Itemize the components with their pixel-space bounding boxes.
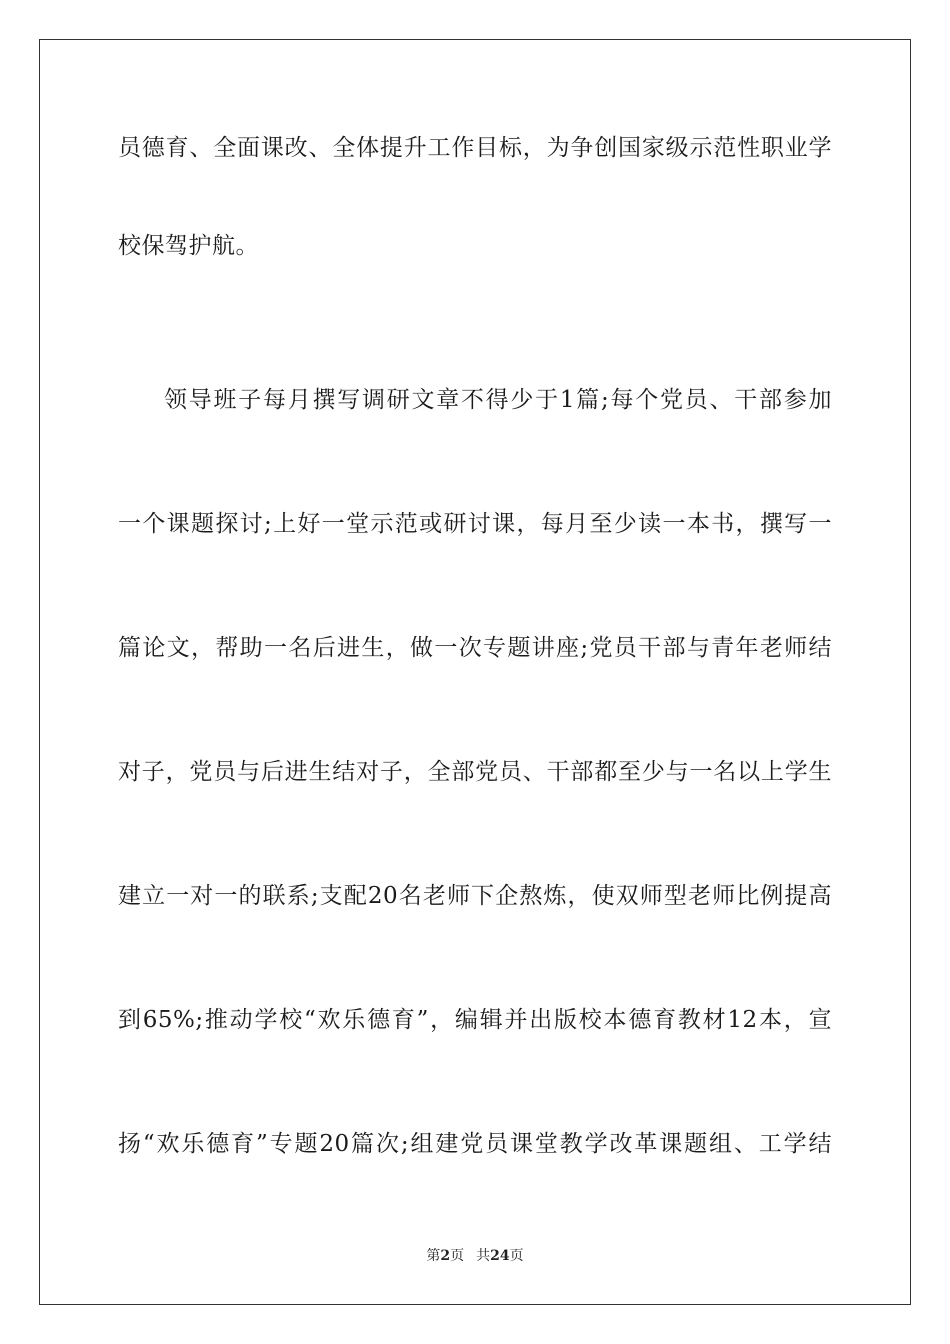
body-line-9: 扬“欢乐德育”专题20篇次;组建党员课堂教学改革课题组、工学结 bbox=[118, 1131, 832, 1157]
footer-page-suffix: 页 bbox=[450, 1248, 465, 1264]
body-line-2: 校保驾护航。 bbox=[118, 233, 259, 259]
page-border bbox=[39, 39, 911, 1305]
body-line-4: 一个课题探讨;上好一堂示范或研讨课，每月至少读一本书，撰写一 bbox=[118, 511, 832, 537]
body-line-8: 到65%;推动学校“欢乐德育”，编辑并出版校本德育教材12本，宣 bbox=[118, 1007, 832, 1033]
page-footer bbox=[0, 1246, 950, 1266]
body-line-5: 篇论文，帮助一名后进生，做一次专题讲座;党员干部与青年老师结 bbox=[118, 635, 832, 661]
footer-total-suffix: 页 bbox=[509, 1248, 524, 1264]
body-line-6: 对子，党员与后进生结对子，全部党员、干部都至少与一名以上学生 bbox=[118, 759, 832, 785]
body-line-7: 建立一对一的联系;支配20名老师下企熬炼，使双师型老师比例提高 bbox=[118, 883, 832, 909]
body-line-3: 领导班子每月撰写调研文章不得少于1篇;每个党员、干部参加 bbox=[164, 387, 832, 413]
footer-page-number: 2 bbox=[440, 1248, 451, 1264]
footer-page-prefix: 第 bbox=[426, 1248, 441, 1264]
footer-total-pages: 24 bbox=[490, 1248, 510, 1264]
body-line-1: 员德育、全面课改、全体提升工作目标，为争创国家级示范性职业学 bbox=[118, 135, 832, 161]
footer-total-prefix: 共 bbox=[476, 1248, 491, 1264]
